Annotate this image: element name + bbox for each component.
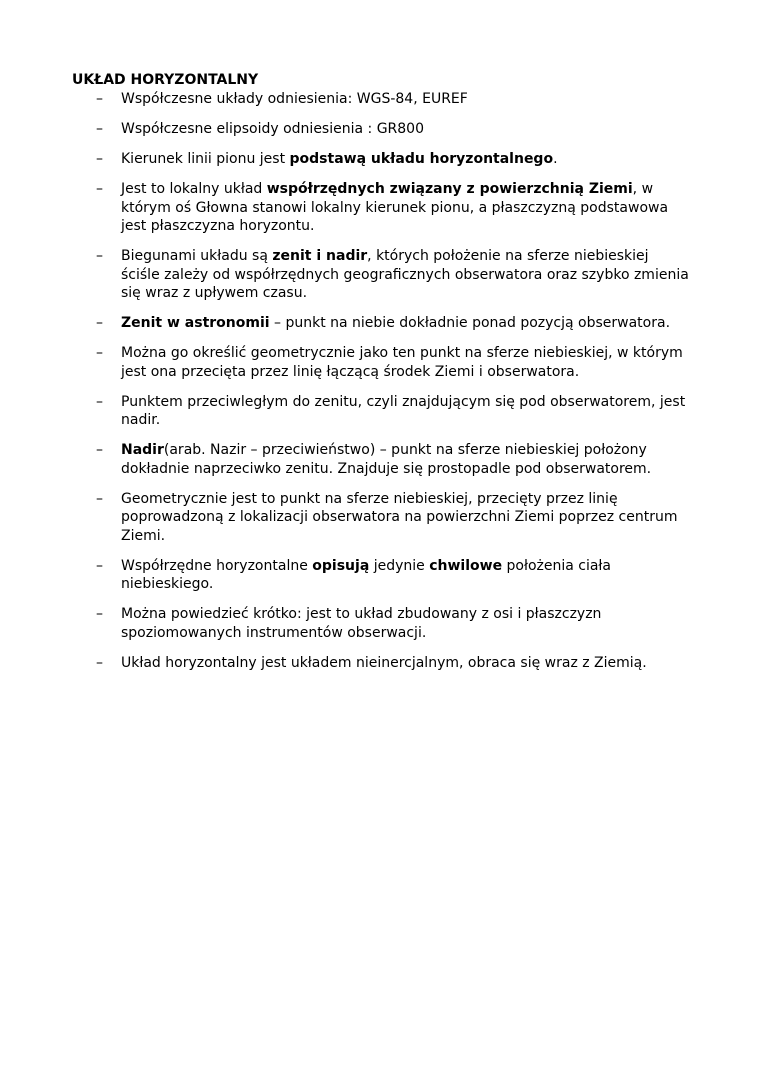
list-item — [0, 150, 691, 169]
item-text: Można go określić geometrycznie jako ten punkt na sferze niebieskiej, w którym jest ona przecięta przez linię łączącą środek Ziemi i obserwatora. — [121, 345, 683, 380]
item-text: Można powiedzieć krótko: jest to układ zbudowany z osi i płaszczyzn spoziomowanych instrumentów obserwacji. — [121, 606, 602, 641]
bullet-dash: – — [96, 345, 103, 361]
bold-text: podstawą układu horyzontalnego — [289, 151, 554, 167]
list-item — [0, 180, 691, 236]
item-text: . — [553, 151, 558, 167]
item-text: (arab. Nazir – przeciwieństwo) – punkt na sferze niebieskiej położony dokładnie naprzeciwko zenitu. Znajduje się prostopadle pod obserwatorem. — [121, 442, 652, 477]
list-item — [0, 314, 691, 333]
item-text: jedynie — [369, 557, 430, 574]
bullet-dash: – — [96, 654, 103, 671]
item-text: Układ horyzontalny jest układem nieinercjalnym, obraca się wraz z Ziemią. — [121, 654, 647, 671]
list-item — [0, 605, 691, 642]
item-text: Geometrycznie jest to punkt na sferze niebieskiej, przecięty przez linię poprowadzoną z lokalizacji obserwatora na powierzchni Ziemi poprzez centrum Ziemi. — [121, 490, 678, 544]
list-item — [0, 654, 691, 673]
bullet-dash: – — [96, 606, 103, 622]
item-text: Biegunami układu są — [121, 248, 273, 264]
bold-text: Zenit w astronomii — [121, 315, 270, 331]
document-title: UKŁAD HORYZONTALNY — [72, 72, 259, 88]
bullet-dash: – — [96, 151, 103, 167]
bold-text: współrzędnych związany z powierzchnią Ziemi — [266, 181, 633, 197]
bold-text: opisują — [312, 557, 370, 574]
list-item — [0, 120, 691, 139]
list-item — [0, 441, 691, 478]
bullet-dash: – — [96, 181, 103, 197]
item-text: Współrzędne horyzontalne — [121, 557, 313, 574]
item-text: Jest to lokalny układ — [121, 181, 267, 197]
bullet-dash: – — [96, 315, 103, 331]
list-item — [0, 247, 691, 303]
bullet-list — [0, 90, 760, 684]
bullet-dash: – — [96, 490, 103, 507]
bullet-dash: – — [96, 121, 103, 137]
bold-text: Nadir — [121, 442, 164, 458]
bullet-dash: – — [96, 393, 103, 410]
list-item — [0, 557, 691, 594]
item-text: Punktem przeciwległym do zenitu, czyli znajdującym się pod obserwatorem, jest nadir. — [121, 393, 686, 428]
bold-text: zenit i nadir — [272, 248, 368, 264]
list-item — [0, 490, 691, 546]
item-text: , w którym oś Głowna stanowi lokalny kierunek pionu, a płaszczyzną podstawowa jest płaszczyzna horyzontu. — [121, 181, 669, 234]
item-text: Współczesne elipsoidy odniesienia : GR800 — [121, 121, 424, 137]
item-text: Kierunek linii pionu jest — [121, 151, 290, 167]
list-item — [0, 393, 691, 430]
bold-text: chwilowe — [429, 557, 503, 574]
item-text: – punkt na niebie dokładnie ponad pozycją obserwatora. — [269, 315, 671, 331]
list-item — [0, 344, 691, 381]
item-text: , których położenie na sferze niebieskiej ściśle zależy od współrzędnych geograficznych obserwatora oraz szybko zmienia się wraz z upływem czasu. — [121, 248, 689, 301]
list-item — [0, 90, 691, 109]
bullet-dash: – — [96, 248, 103, 264]
item-text: Współczesne układy odniesienia: WGS-84, EUREF — [121, 91, 468, 107]
bullet-dash: – — [96, 91, 103, 107]
bullet-dash: – — [96, 442, 103, 458]
item-text: położenia ciała niebieskiego. — [121, 557, 611, 592]
bullet-dash: – — [96, 557, 103, 574]
